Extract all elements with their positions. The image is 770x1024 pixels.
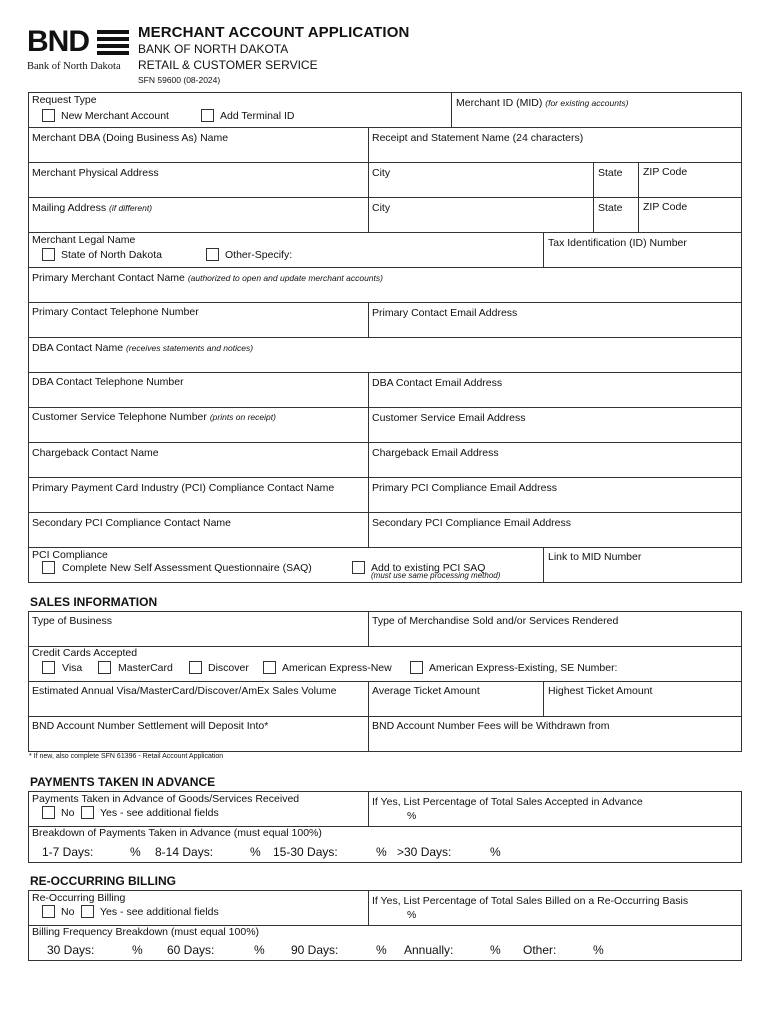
- high-ticket-label: Highest Ticket Amount: [548, 685, 653, 697]
- payments-8-14-pct: %: [250, 845, 261, 859]
- payments-1-7-label: 1-7 Days:: [42, 845, 94, 859]
- pci-email-label: Primary PCI Compliance Email Address: [372, 482, 557, 494]
- billing-annually-label: Annually:: [404, 943, 454, 957]
- bank-name: BANK OF NORTH DAKOTA: [138, 42, 289, 56]
- sales-heading: SALES INFORMATION: [30, 595, 158, 609]
- zip-label: ZIP Code: [643, 166, 688, 178]
- payments-15-30-label: 15-30 Days:: [273, 845, 338, 859]
- billing-no-checkbox[interactable]: [42, 905, 55, 918]
- footnote: * If new, also complete SFN 61396 - Retail Account Application: [29, 753, 224, 760]
- payments-15-30-pct: %: [376, 845, 387, 859]
- other-specify-checkbox[interactable]: [206, 248, 219, 261]
- add-terminal-label: Add Terminal ID: [220, 110, 295, 122]
- logo-stripes-icon: [97, 30, 129, 58]
- visa-label: Visa: [62, 662, 83, 674]
- payments-30plus-pct: %: [490, 845, 501, 859]
- fees-account-label: BND Account Number Fees will be Withdrawn from: [372, 720, 610, 732]
- amex-new-checkbox[interactable]: [263, 661, 276, 674]
- dba-contact-label: DBA Contact Name (receives statements and notices): [32, 342, 254, 354]
- mailing-city-label: City: [372, 202, 391, 214]
- billing-yes-label: Yes - see additional fields: [100, 906, 219, 918]
- payments-received-label: Payments Taken in Advance of Goods/Services Received: [32, 793, 300, 805]
- payments-30plus-label: >30 Days:: [397, 845, 452, 859]
- billing-label: Re-Occurring Billing: [32, 892, 126, 904]
- add-saq-note: (must use same processing method): [371, 571, 501, 580]
- billing-90-pct: %: [376, 943, 387, 957]
- avg-ticket-label: Average Ticket Amount: [372, 685, 480, 697]
- primary-phone-label: Primary Contact Telephone Number: [32, 306, 199, 318]
- pci-contact-label: Primary Payment Card Industry (PCI) Compliance Contact Name: [32, 482, 335, 494]
- billing-annually-pct: %: [490, 943, 501, 957]
- amex-existing-label: American Express-Existing, SE Number:: [429, 662, 618, 674]
- logo-text: BND: [27, 25, 89, 58]
- settle-account-label: BND Account Number Settlement will Deposit Into*: [32, 720, 269, 732]
- complete-saq-label: Complete New Self Assessment Questionnaire (SAQ): [62, 562, 312, 574]
- payments-percent-sign: %: [407, 810, 417, 822]
- pci2-email-label: Secondary PCI Compliance Email Address: [372, 517, 572, 529]
- form-title: MERCHANT ACCOUNT APPLICATION: [138, 24, 410, 41]
- cs-phone-label: Customer Service Telephone Number (prints on receipt): [32, 411, 276, 423]
- chargeback-email-label: Chargeback Email Address: [372, 447, 499, 459]
- payments-8-14-label: 8-14 Days:: [155, 845, 214, 859]
- billing-percent-sign: %: [407, 909, 417, 921]
- billing-breakdown-label: Billing Frequency Breakdown (must equal 100%): [32, 926, 260, 938]
- pci-compliance-label: PCI Compliance: [32, 549, 108, 561]
- link-mid-label: Link to MID Number: [548, 551, 642, 563]
- tax-id-label: Tax Identification (ID) Number: [548, 237, 687, 249]
- logo-subtitle: Bank of North Dakota: [27, 61, 121, 72]
- dba-phone-label: DBA Contact Telephone Number: [32, 376, 184, 388]
- new-merchant-label: New Merchant Account: [61, 110, 169, 122]
- amex-new-label: American Express-New: [282, 662, 392, 674]
- billing-other-label: Other:: [523, 943, 557, 957]
- discover-checkbox[interactable]: [189, 661, 202, 674]
- payments-percentage-label: If Yes, List Percentage of Total Sales Accepted in Advance: [372, 796, 643, 808]
- cards-accepted-label: Credit Cards Accepted: [32, 647, 138, 659]
- state-nd-label: State of North Dakota: [61, 249, 162, 261]
- billing-other-pct: %: [593, 943, 604, 957]
- city-label: City: [372, 167, 391, 179]
- mastercard-checkbox[interactable]: [98, 661, 111, 674]
- primary-contact-label: Primary Merchant Contact Name (authorized to open and update merchant accounts): [32, 272, 383, 284]
- primary-email-label: Primary Contact Email Address: [372, 307, 518, 319]
- payments-no-label: No: [61, 807, 75, 819]
- city-field[interactable]: [368, 162, 594, 198]
- legal-name-label: Merchant Legal Name: [32, 234, 136, 246]
- annual-volume-label: Estimated Annual Visa/MasterCard/Discover/AmEx Sales Volume: [32, 685, 337, 697]
- visa-checkbox[interactable]: [42, 661, 55, 674]
- discover-label: Discover: [208, 662, 249, 674]
- billing-30-pct: %: [132, 943, 143, 957]
- payments-bottom-rule: [28, 862, 742, 863]
- payments-yes-checkbox[interactable]: [81, 806, 94, 819]
- state-label: State: [598, 167, 623, 179]
- dba-email-label: DBA Contact Email Address: [372, 377, 503, 389]
- billing-percentage-label: If Yes, List Percentage of Total Sales Billed on a Re-Occurring Basis: [372, 895, 689, 907]
- type-merchandise-label: Type of Merchandise Sold and/or Services Rendered: [372, 615, 619, 627]
- chargeback-name-label: Chargeback Contact Name: [32, 447, 159, 459]
- payments-yes-label: Yes - see additional fields: [100, 807, 219, 819]
- billing-no-label: No: [61, 906, 75, 918]
- billing-60-pct: %: [254, 943, 265, 957]
- billing-30-label: 30 Days:: [47, 943, 95, 957]
- payments-heading: PAYMENTS TAKEN IN ADVANCE: [30, 775, 216, 789]
- billing-yes-checkbox[interactable]: [81, 905, 94, 918]
- billing-90-label: 90 Days:: [291, 943, 339, 957]
- payments-breakdown-label: Breakdown of Payments Taken in Advance (must equal 100%): [32, 827, 322, 839]
- new-merchant-checkbox[interactable]: [42, 109, 55, 122]
- billing-60-label: 60 Days:: [167, 943, 215, 957]
- payments-1-7-pct: %: [130, 845, 141, 859]
- merchant-id-label: Merchant ID (MID) (for existing accounts): [456, 97, 629, 109]
- receipt-name-label: Receipt and Statement Name (24 characters): [372, 132, 584, 144]
- bnd-logo: [27, 26, 131, 74]
- request-type-label: Request Type: [32, 94, 97, 106]
- mailing-address-label: Mailing Address (if different): [32, 202, 153, 214]
- mailing-city-field[interactable]: [368, 197, 594, 233]
- billing-heading: RE-OCCURRING BILLING: [30, 874, 176, 888]
- cs-email-label: Customer Service Email Address: [372, 412, 526, 424]
- payments-no-checkbox[interactable]: [42, 806, 55, 819]
- dba-name-label: Merchant DBA (Doing Business As) Name: [32, 132, 229, 144]
- mailing-zip-label: ZIP Code: [643, 201, 688, 213]
- department-name: RETAIL & CUSTOMER SERVICE: [138, 58, 318, 72]
- add-terminal-checkbox[interactable]: [201, 109, 214, 122]
- amex-existing-checkbox[interactable]: [410, 661, 423, 674]
- type-business-label: Type of Business: [32, 615, 112, 627]
- add-saq-label: Add to existing PCI SAQ: [371, 562, 486, 574]
- physical-address-label: Merchant Physical Address: [32, 167, 159, 179]
- mailing-state-label: State: [598, 202, 623, 214]
- other-specify-label: Other-Specify:: [225, 249, 293, 261]
- add-saq-checkbox[interactable]: [352, 561, 365, 574]
- pci2-contact-label: Secondary PCI Compliance Contact Name: [32, 517, 232, 529]
- state-nd-checkbox[interactable]: [42, 248, 55, 261]
- mastercard-label: MasterCard: [118, 662, 173, 674]
- complete-saq-checkbox[interactable]: [42, 561, 55, 574]
- form-number: SFN 59600 (08-2024): [138, 75, 221, 85]
